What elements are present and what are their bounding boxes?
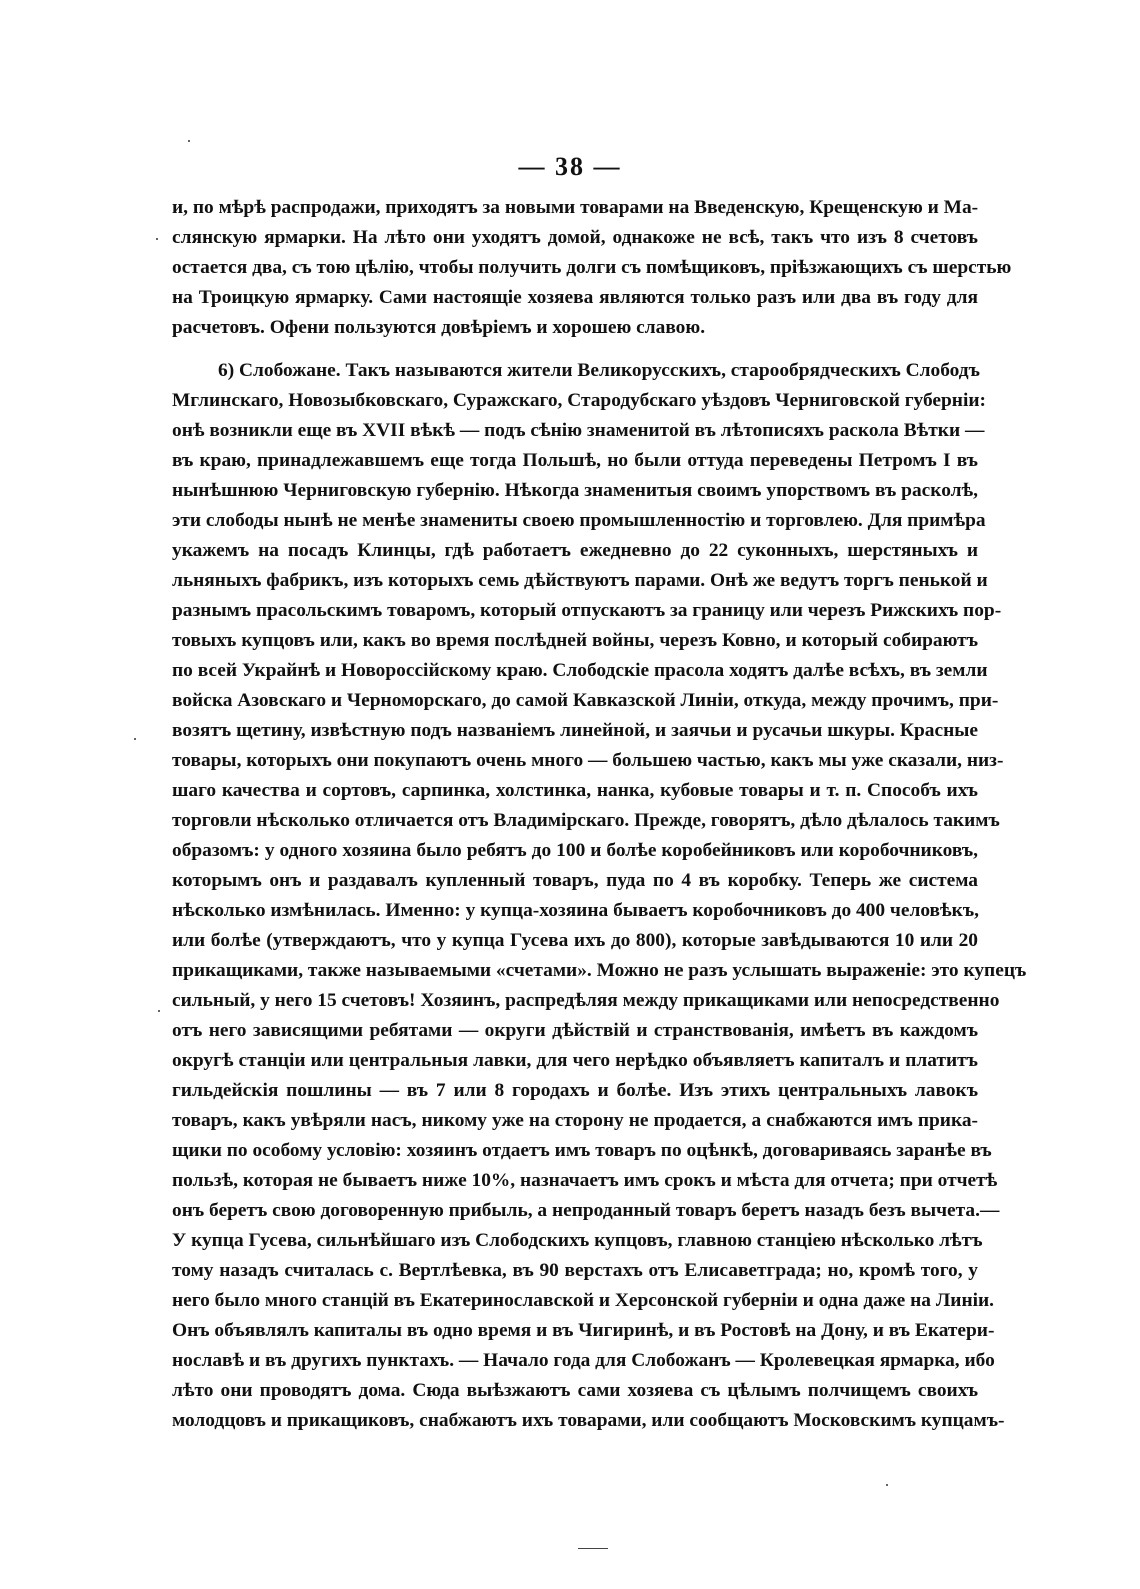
text-line: товары, которыхъ они покупаютъ очень много — большею частью, какъ мы уже сказали, низ-	[172, 750, 1004, 771]
text-line: въ краю, принадлежавшемъ еще тогда Польшѣ, но были оттуда переведены Петромъ I въ	[172, 450, 978, 471]
text-line: остается два, съ тою цѣлію, чтобы получить долги съ помѣщиковъ, пріѣзжающихъ съ шерстью	[172, 257, 1012, 278]
text-line: по всей Украйнѣ и Новороссійскому краю. Слободскіе прасола ходятъ далѣе всѣхъ, въ земли	[172, 660, 988, 681]
text-line: нѣсколько измѣнилась. Именно: у купца-хозяина бываетъ коробочниковъ до 400 человѣкъ,	[172, 900, 979, 921]
text-line: онѣ возникли еще въ XVII вѣкѣ — подъ сѣнію знаменитой въ лѣтописяхъ раскола Вѣтки —	[172, 420, 985, 441]
text-line: разнымъ прасольскимъ товаромъ, который отпускаютъ за границу или черезъ Рижскихъ пор-	[172, 600, 1002, 621]
text-line: прикащиками, также называемыми «счетами». Можно не разъ услышать выраженіе: это купецъ	[172, 960, 1027, 981]
text-line: нынѣшнюю Черниговскую губернію. Нѣкогда знаменитыя своимъ упорствомъ въ расколѣ,	[172, 480, 978, 501]
text-line: возятъ щетину, извѣстную подъ названіемъ линейной, и заячьи и русачьи шкуры. Красные	[172, 720, 978, 741]
text-line: эти слободы нынѣ не менѣе знамениты своею промышленностію и торговлею. Для примѣра	[172, 510, 986, 531]
scan-speck	[158, 1010, 160, 1012]
footer-rule	[578, 1548, 608, 1549]
text-line: торговли нѣсколько отличается отъ Владимірскаго. Прежде, говорятъ, дѣло дѣлалось такимъ	[172, 810, 1000, 831]
scan-speck	[886, 1484, 888, 1486]
scan-speck	[188, 140, 190, 142]
text-line: расчетовъ. Офени пользуются довѣріемъ и хорошею славою.	[172, 317, 706, 338]
text-line: шаго качества и сортовъ, сарпинка, холстинка, нанка, кубовые товары и т. п. Способъ ихъ	[172, 780, 978, 801]
text-line: и, по мѣрѣ распродажи, приходятъ за новыми товарами на Введенскую, Крещенскую и Ма-	[172, 197, 979, 218]
text-line: льняныхъ фабрикъ, изъ которыхъ семь дѣйствуютъ парами. Онѣ же ведутъ торгъ пенькой и	[172, 570, 988, 591]
text-line: Мглинскаго, Новозыбковскаго, Суражскаго, Стародубскаго уѣздовъ Черниговской губерніи:	[172, 390, 986, 411]
text-line: отъ него зависящими ребятами — округи дѣйствій и странствованія, имѣетъ въ каждомъ	[172, 1020, 978, 1041]
page-number: — 38 —	[518, 152, 622, 181]
scan-speck	[156, 238, 158, 240]
text-line: образомъ: у одного хозяина было ребятъ до 100 и болѣе коробейниковъ или коробочниковъ,	[172, 840, 978, 861]
text-line: гильдейскія пошлины — въ 7 или 8 городахъ и болѣе. Изъ этихъ центральныхъ лавокъ	[172, 1080, 978, 1101]
text-line: товыхъ купцовъ или, какъ во время послѣдней войны, черезъ Ковно, и который собираютъ	[172, 630, 978, 651]
paragraph-2	[172, 356, 1027, 1436]
text-line: сильный, у него 15 счетовъ! Хозяинъ, распредѣляя между прикащиками или непосредственно	[172, 990, 1000, 1011]
text-line: онъ беретъ свою договоренную прибыль, а непроданный товаръ беретъ назадъ безъ вычета.—	[172, 1200, 1000, 1221]
text-line: укажемъ на посадъ Клинцы, гдѣ работаетъ ежедневно до 22 суконныхъ, шерстяныхъ и	[172, 540, 978, 561]
text-line: округѣ станціи или центральныя лавки, для чего нерѣдко объявляетъ капиталъ и платитъ	[172, 1050, 978, 1071]
text-line: слянскую ярмарки. На лѣто они уходятъ домой, однакоже не всѣ, такъ что изъ 8 счетовъ	[172, 227, 978, 248]
text-line: или болѣе (утверждаютъ, что у купца Гусева ихъ до 800), которые завѣдываются 10 или 20	[172, 930, 978, 951]
scan-speck	[134, 738, 136, 740]
text-line: нославѣ и въ другихъ пунктахъ. — Начало года для Слобожанъ — Кролевецкая ярмарка, ибо	[172, 1350, 995, 1371]
text-line: товаръ, какъ увѣряли насъ, никому уже на сторону не продается, а снабжаются имъ прика-	[172, 1110, 978, 1131]
text-line: 6) Слобожане. Такъ называются жители Великорусскихъ, старообрядческихъ Слободъ	[218, 360, 980, 381]
text-line: которымъ онъ и раздавалъ купленный товаръ, пуда по 4 въ коробку. Теперь же система	[172, 870, 978, 891]
text-line: пользѣ, которая не бываетъ ниже 10%, назначаетъ имъ срокъ и мѣста для отчета; при отчетѣ	[172, 1170, 998, 1191]
text-line: на Троицкую ярмарку. Сами настоящіе хозяева являются только разъ или два въ году для	[172, 287, 978, 308]
text-line: молодцовъ и прикащиковъ, снабжаютъ ихъ товарами, или сообщаютъ Московскимъ купцамъ-	[172, 1410, 1005, 1431]
text-line: него было много станцій въ Екатеринославской и Херсонской губерніи и одна даже на Линіи.	[172, 1290, 995, 1311]
text-line: войска Азовскаго и Черноморскаго, до самой Кавказской Линіи, откуда, между прочимъ, при-	[172, 690, 999, 711]
text-line: У купца Гусева, сильнѣйшаго изъ Слободскихъ купцовъ, главною станціею нѣсколько лѣтъ	[172, 1230, 983, 1251]
paragraph-1	[172, 193, 1012, 343]
text-line: тому назадъ считалась с. Вертлѣевка, въ 90 верстахъ отъ Елисаветграда; но, кромѣ того, у	[172, 1260, 978, 1281]
text-line: лѣто они проводятъ дома. Сюда выѣзжаютъ сами хозяева съ цѣлымъ полчищемъ своихъ	[172, 1380, 978, 1401]
text-line: щики по особому условію: хозяинъ отдаетъ имъ товаръ по оцѣнкѣ, договариваясь заранѣе въ	[172, 1140, 992, 1161]
text-line: Онъ объявлялъ капиталы въ одно время и въ Чигиринѣ, и въ Ростовѣ на Дону, и въ Екатери-	[172, 1320, 995, 1341]
